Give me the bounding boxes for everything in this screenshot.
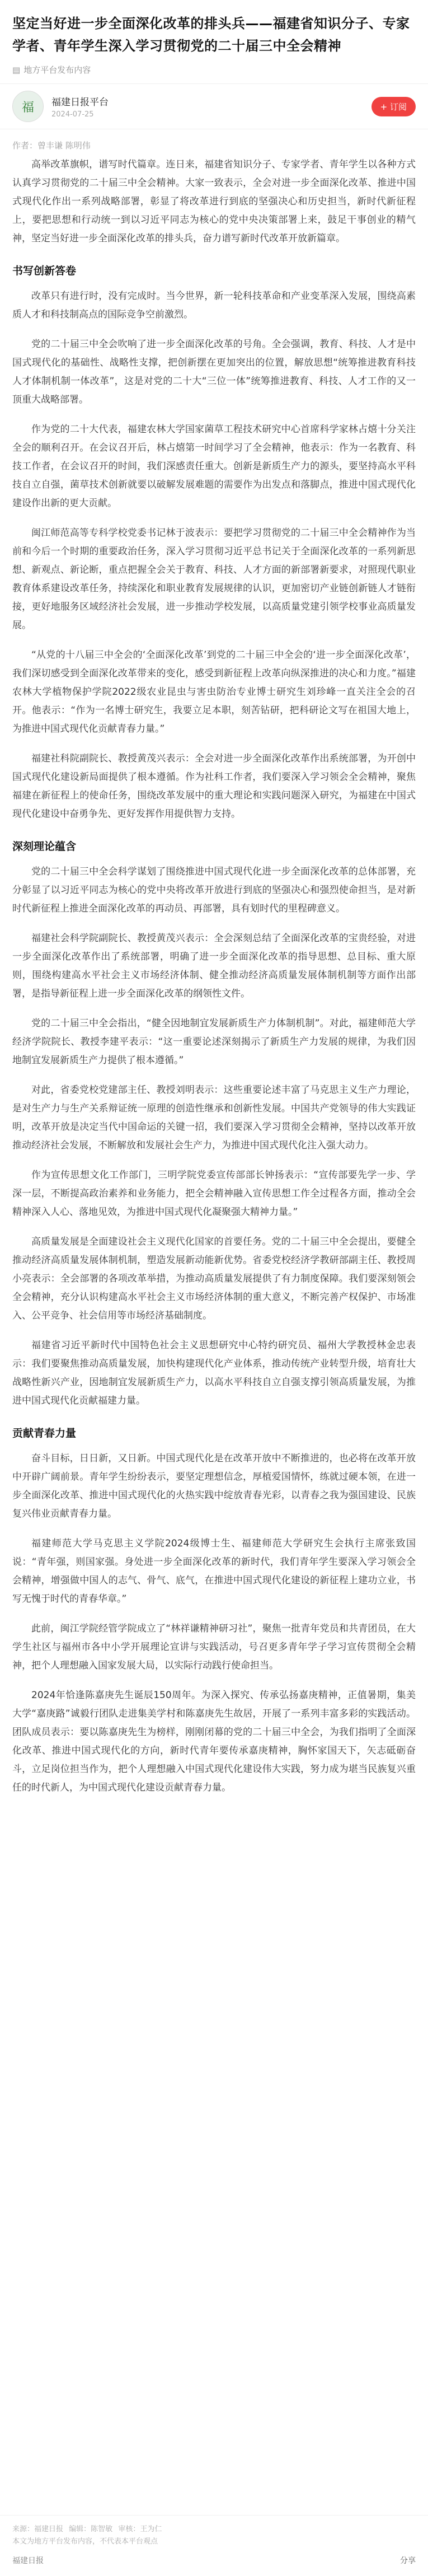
follow-button[interactable]: + 订阅 bbox=[371, 97, 416, 116]
footer-meta bbox=[12, 2523, 416, 2536]
paragraph: 党的二十届三中全会科学谋划了围绕推进中国式现代化进一步全面深化改革的总体部署，充分彰显了以习近平同志为核心的党中央将改革开放进行到底的坚强决心和强烈使命担当，是对新时代新征程上推进全面深化改革的再动员、再部署，具有划时代的里程碑意义。 bbox=[12, 866, 416, 914]
byline: 作者：曾丰谦 陈明伟 bbox=[12, 141, 91, 151]
paragraph: 对此，省委党校党建部主任、教授刘明表示：这些重要论述丰富了马克思主义生产力理论，是对生产力与生产关系辩证统一原理的创造性继承和创新性发展。中国共产党领导的伟大实践证明，改革开放是决定当代中国命运的关键一招，我们要深入学习贯彻全会精神，坚持以改革开放推动经济社会发展，不断解放和发展社会生产力，为推进中国式现代化注入强大动力。 bbox=[12, 1084, 416, 1151]
app-label: 福建日报 bbox=[12, 2556, 44, 2565]
paragraph: 福建社科院副院长、教授黄茂兴表示：全会对进一步全面深化改革作出系统部署，为开创中国式现代化建设新局面提供了根本遵循。作为社科工作者，我们要深入学习领会全会精神，聚焦福建在新征程上的使命任务，围绕改革发展中的重大理论和实践问题深入研究，为福建在中国式现代化建设中奋勇争先、更好发挥作用提供智力支持。 bbox=[12, 753, 416, 820]
author-name[interactable]: 福建日报平台 bbox=[51, 97, 109, 108]
paragraph: 高质量发展是全面建设社会主义现代化国家的首要任务。党的二十届三中全会提出，要健全推动经济高质量发展体制机制，塑造发展新动能新优势。省委党校经济学教研部副主任、教授周小亮表示：全会部署的各项改革举措，为推动高质量发展提供了有力制度保障。我们要深刻领会全会精神，充分认识构建高水平社会主义市场经济体制的重大意义，不断完善产权保护、市场准入、公平竞争、社会信用等市场经济基础制度。 bbox=[12, 1236, 416, 1321]
author-bar bbox=[0, 83, 428, 129]
article-body bbox=[0, 156, 428, 1797]
paragraph: 闽江师范高等专科学校党委书记林于波表示：要把学习贯彻党的二十届三中全会精神作为当前和今后一个时期的重要政治任务，深入学习贯彻习近平总书记关于全面深化改革的一系列新思想、新观点、新论断，重点把握全会关于教育、科技、人才方面的新部署新要求，对照现代职业教育体系建设改革任务，持续深化和职业教育发展规律的认识，更加密切产业链创新链人才链衔接，更好地服务区域经济社会发展，进一步推动学校发展，以高质量党建引领学校事业高质量发展。 bbox=[12, 527, 416, 631]
section-heading: 深刻理论蕴含 bbox=[12, 840, 77, 853]
paragraph: 作为宣传思想文化工作部门，三明学院党委宣传部部长钟扬表示：“宣传部要先学一步、学深一层，不断提高政治素养和业务能力，把全会精神融入宣传思想工作全过程各方面，推动全会精神深入人心、落地见效，为推进中国式现代化凝聚强大精神力量。” bbox=[12, 1170, 416, 1218]
footer-reviewer: 审核：王为仁 bbox=[118, 2525, 162, 2533]
article-footer bbox=[0, 2515, 428, 2576]
article-title: 坚定当好进一步全面深化改革的排头兵——福建省知识分子、专家学者、青年学生深入学习贯彻党的二十届三中全会精神 bbox=[12, 16, 410, 54]
paragraph: 党的二十届三中全会指出，“健全因地制宜发展新质生产力体制机制”。对此，福建师范大学经济学院院长、教授李建平表示：“这一重要论述深刻揭示了新质生产力发展的规律，为我们因地制宜发展新质生产力提供了根本遵循。” bbox=[12, 1018, 416, 1066]
paragraph: 福建社会科学院副院长、教授黄茂兴表示：全会深刻总结了全面深化改革的宝贵经验，对进一步全面深化改革作出了系统部署，明确了进一步全面深化改革的指导思想、总目标、重大原则，围绕构建高水平社会主义市场经济体制、健全推动经济高质量发展体制机制等方面作出部署，是指导新征程上进一步全面深化改革的纲领性文件。 bbox=[12, 933, 416, 999]
paragraph: 福建师范大学马克思主义学院2024级博士生、福建师范大学研究生会执行主席张致国说：“青年强，则国家强。身处进一步全面深化改革的新时代，我们青年学生要深入学习领会全会精神，增强做中国人的志气、骨气、底气，在推进中国式现代化建设的新征程上建功立业，书写无愧于时代的青春华章。” bbox=[12, 1538, 416, 1605]
publish-date: 2024-07-25 bbox=[51, 110, 94, 119]
paragraph: 改革只有进行时，没有完成时。当今世界，新一轮科技革命和产业变革深入发展，围绕高素质人才和科技制高点的国际竞争空前激烈。 bbox=[12, 291, 416, 320]
author-info bbox=[51, 94, 364, 119]
footer-disclaimer: 本文为地方平台发布内容，不代表本平台观点 bbox=[12, 2537, 158, 2546]
paragraph: 作为党的二十大代表，福建农林大学国家菌草工程技术研究中心首席科学家林占熺十分关注全会的顺利召开。在会议召开后，林占熺第一时间学习了全会精神，他表示：作为一名教育、科技工作者，在会议召开的时间，我们深感责任重大。创新是新质生产力的源头，要坚持高水平科技自立自强，菌草技术创新就要以破解发展难题的需要作为出发点和落脚点，推进中国式现代化建设作出新的更大贡献。 bbox=[12, 424, 416, 509]
section-heading: 书写创新答卷 bbox=[12, 265, 77, 277]
logo-icon[interactable]: 福 bbox=[12, 91, 44, 122]
source-label: 地方平台发布内容 bbox=[23, 65, 91, 75]
paragraph: “从党的十八届三中全会的‘全面深化改革’到党的二十届三中全会的‘进一步全面深化改革’，我们深切感受到全面深化改革带来的变化，感受到新征程上改革向纵深推进的决心和力度。”福建农林大学植物保护学院2022级农业昆虫与害虫防治专业博士研究生刘珍峰一直关注全会的召开。他表示：“作为一名博士研究生，我要立足本职，刻苦钻研，把科研论文写在祖国大地上，为推进中国式现代化贡献青春力量。” bbox=[12, 649, 416, 735]
footer-source: 来源：福建日报 bbox=[12, 2525, 64, 2533]
paragraph: 福建省习近平新时代中国特色社会主义思想研究中心特约研究员、福州大学教授林金忠表示：我们要聚焦推动高质量发展，加快构建现代化产业体系，推动传统产业转型升级，培育壮大战略性新兴产业，因地制宜发展新质生产力，以高水平科技自立自强支撑引领高质量发展，为推进中国式现代化贡献福建力量。 bbox=[12, 1340, 416, 1406]
paragraph: 党的二十届三中全会吹响了进一步全面深化改革的号角。全会强调，教育、科技、人才是中国式现代化的基础性、战略性支撑，把创新摆在更加突出的位置，解放思想“统筹推进教育科技人才体制机制一体改革”，这是对党的二十大“三位一体”统筹推进教育、科技、人才工作的又一顶重大战略部署。 bbox=[12, 339, 416, 405]
paragraph: 高举改革旗帜，谱写时代篇章。连日来，福建省知识分子、专家学者、青年学生以各种方式认真学习贯彻党的二十届三中全会精神。大家一致表示，全会对进一步全面深化改革、推进中国式现代化作出一系列战略部署，彰显了将改革进行到底的坚强决心和历史担当，新时代新征程上，要把思想和行动统一到以习近平同志为核心的党中央决策部署上来，鼓足干事创业的精气神，坚定当好进一步全面深化改革的排头兵，奋力谱写新时代改革开放新篇章。 bbox=[12, 159, 416, 244]
paragraph: 此前，闽江学院经管学院成立了“林祥谦精神研习社”，聚焦一批青年党员和共青团员，在大学生社区与福州市各中小学开展理论宣讲与实践活动，号召更多青年学子学习宣传贯彻全会精神，把个人理想融入国家发展大局，以实际行动践行使命担当。 bbox=[12, 1623, 416, 1671]
bottom-bar bbox=[12, 2555, 416, 2566]
source-line bbox=[0, 62, 428, 83]
document-icon: ▤ bbox=[12, 64, 21, 75]
paragraph: 2024年恰逢陈嘉庚先生诞辰150周年。为深入探究、传承弘扬嘉庚精神，正值暑期，集美大学“嘉庚路”诚毅行团队走进集美学村和陈嘉庚先生故居，开展了一系列丰富多彩的实践活动。团队成员表示：要以陈嘉庚先生为榜样，刚刚闭幕的党的二十届三中全会，为我们指明了全面深化改革、推进中国式现代化的方向，新时代青年要传承嘉庚精神，胸怀家国天下，矢志砥砺奋斗，立足岗位担当作为，把个人理想融入中国式现代化建设伟大实践，努力成为堪当民族复兴重任的时代新人，为中国式现代化建设贡献青春力量。 bbox=[12, 1690, 416, 1793]
share-button[interactable]: 分享 bbox=[400, 2556, 416, 2565]
paragraph: 奋斗目标，日日新，又日新。中国式现代化是在改革开放中不断推进的，也必将在改革开放中开辟广阔前景。青年学生纷纷表示，要坚定理想信念，厚植爱国情怀，练就过硬本领，在进一步全面深化改革、推进中国式现代化的火热实践中绽放青春光彩，以青春之我为强国建设、民族复兴伟业贡献青春力量。 bbox=[12, 1453, 416, 1520]
section-heading: 贡献青春力量 bbox=[12, 1427, 77, 1439]
footer-editor: 编辑：陈智敏 bbox=[69, 2525, 113, 2533]
